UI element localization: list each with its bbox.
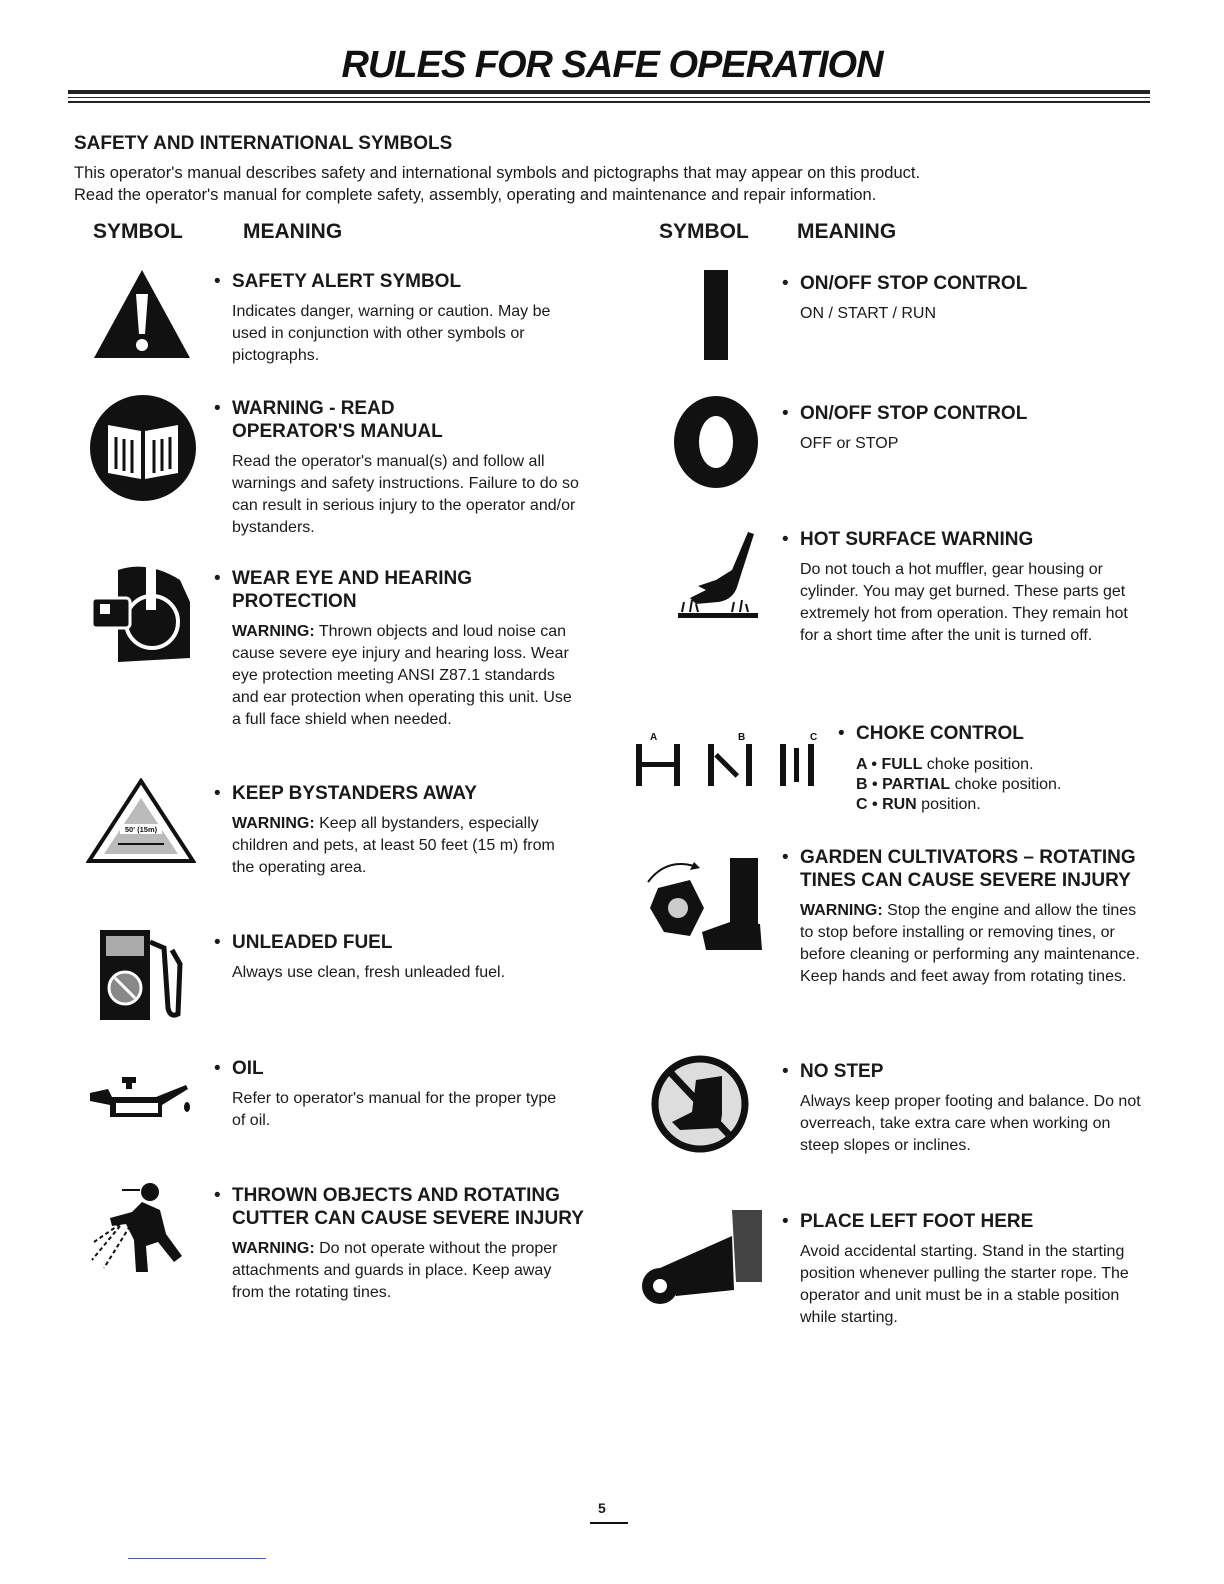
choke-line-c: C • RUN position. xyxy=(856,796,981,813)
keep-bystanders-away-icon xyxy=(86,778,196,864)
choke-line-a: A • FULL choke position. xyxy=(856,756,1034,773)
item-description: Do not touch a hot muffler, gear housing or cylinder. You may get burned. These parts get extremely hot from operation. They remain hot for a short time after the unit is turned off. xyxy=(800,561,1128,644)
warning-label: WARNING: xyxy=(800,902,883,919)
warning-label: WARNING: xyxy=(232,1240,315,1257)
item-heading: • WARNING - READ OPERATOR'S MANUAL xyxy=(214,397,472,443)
item-description: Stop the engine and allow the tines to stop before installing or removing tines, or before cleaning or performing any maintenance. Keep hands and feet away from rotating tines. xyxy=(800,902,1140,985)
list-item xyxy=(214,1057,584,1132)
list-item xyxy=(782,528,1162,647)
thrown-objects-icon xyxy=(86,1180,196,1276)
item-heading: • NO STEP xyxy=(782,1060,1162,1083)
unleaded-fuel-icon xyxy=(98,928,188,1022)
item-heading: • PLACE LEFT FOOT HERE xyxy=(782,1210,1162,1233)
item-description: Always keep proper footing and balance. Do not overreach, take extra care when working on steep slopes or inclines. xyxy=(800,1093,1141,1154)
choke-label-b: B xyxy=(738,732,746,743)
hot-surface-icon xyxy=(676,530,762,622)
list-item xyxy=(214,567,584,731)
page-title: RULES FOR SAFE OPERATION xyxy=(341,44,883,86)
left-symbol-header: SYMBOL xyxy=(93,220,183,243)
footer-link-line xyxy=(128,1558,266,1559)
left-meaning-header: MEANING xyxy=(243,220,343,243)
item-description: Indicates danger, warning or caution. May be used in conjunction with other symbols or pictographs. xyxy=(232,303,551,364)
list-item xyxy=(782,1060,1162,1157)
warning-label: WARNING: xyxy=(232,623,315,640)
place-left-foot-icon xyxy=(636,1206,766,1310)
item-description: OFF or STOP xyxy=(800,435,899,452)
item-heading: • KEEP BYSTANDERS AWAY xyxy=(214,782,584,805)
no-step-icon xyxy=(650,1054,750,1154)
item-heading: • ON/OFF STOP CONTROL xyxy=(782,272,1162,295)
item-heading: • GARDEN CULTIVATORS – ROTATING TINES CAN CAUSE SEVERE INJURY xyxy=(782,846,1160,892)
list-item xyxy=(782,272,1162,325)
operators-manual-icon xyxy=(88,393,198,503)
item-heading: • UNLEADED FUEL xyxy=(214,931,584,954)
warning-label: WARNING: xyxy=(232,815,315,832)
list-item xyxy=(214,397,584,539)
item-heading: • WEAR EYE AND HEARING PROTECTION xyxy=(214,567,522,613)
list-item xyxy=(838,722,1148,815)
choke-control-icon xyxy=(632,724,832,790)
rotating-tines-icon xyxy=(640,852,766,956)
list-item xyxy=(782,1210,1162,1329)
list-item xyxy=(782,402,1162,455)
eye-hearing-protection-icon xyxy=(88,562,196,666)
item-description: Keep all bystanders, especially children and pets, at least 50 feet (15 m) from the operating area. xyxy=(232,815,555,876)
oil-can-icon xyxy=(86,1075,196,1121)
item-heading: • SAFETY ALERT SYMBOL xyxy=(214,270,574,293)
item-description: Thrown objects and loud noise can cause severe eye injury and hearing loss. Wear eye protection meeting ANSI Z87.1 standards and ear protection when operating this unit. Use a full face shield when needed. xyxy=(232,623,572,728)
list-item xyxy=(214,782,584,879)
item-description: ON / START / RUN xyxy=(800,305,937,322)
list-item xyxy=(214,1184,584,1304)
title-rule-lower xyxy=(68,101,1150,103)
item-heading: • OIL xyxy=(214,1057,584,1080)
right-symbol-header: SYMBOL xyxy=(659,220,749,243)
choke-label-c: C xyxy=(810,732,818,743)
item-description: Do not operate without the proper attachments and guards in place. Keep away from the rotating tines. xyxy=(232,1240,558,1301)
safety-alert-icon xyxy=(92,268,192,360)
page-number-rule xyxy=(590,1522,628,1524)
item-description: Always use clean, fresh unleaded fuel. xyxy=(232,964,506,981)
list-item xyxy=(782,846,1162,988)
item-description: Avoid accidental starting. Stand in the starting position whenever pulling the starter rope. The operator and unit must be in a stable position while starting. xyxy=(800,1243,1129,1326)
item-description: Read the operator's manual(s) and follow all warnings and safety instructions. Failure to do so can result in serious injury to the operator and/or bystanders. xyxy=(232,453,579,536)
item-heading: • ON/OFF STOP CONTROL xyxy=(782,402,1162,425)
item-description: Refer to operator's manual for the proper type of oil. xyxy=(232,1090,557,1129)
item-heading: • CHOKE CONTROL xyxy=(838,722,1148,745)
list-item xyxy=(214,270,574,367)
off-symbol-icon xyxy=(672,394,760,490)
title-rule xyxy=(68,90,1150,94)
item-heading: • HOT SURFACE WARNING xyxy=(782,528,1162,551)
section-heading: SAFETY AND INTERNATIONAL SYMBOLS xyxy=(74,133,453,154)
item-heading: • THROWN OBJECTS AND ROTATING CUTTER CAN CAUSE SEVERE INJURY xyxy=(214,1184,592,1230)
right-meaning-header: MEANING xyxy=(797,220,897,243)
on-symbol-icon xyxy=(704,270,728,360)
intro-line-1: This operator's manual describes safety and international symbols and pictographs that may appear on this product. xyxy=(74,164,921,182)
list-item xyxy=(214,931,584,984)
title-rule-thin xyxy=(68,97,1150,98)
choke-line-b: B • PARTIAL choke position. xyxy=(856,776,1062,793)
intro-line-2: Read the operator's manual for complete safety, assembly, operating and maintenance and repair information. xyxy=(74,186,877,204)
page-number: 5 xyxy=(598,1500,606,1516)
section-intro xyxy=(74,162,1154,206)
choke-label-a: A xyxy=(650,732,658,743)
distance-label: 50' (15m) xyxy=(124,825,158,834)
